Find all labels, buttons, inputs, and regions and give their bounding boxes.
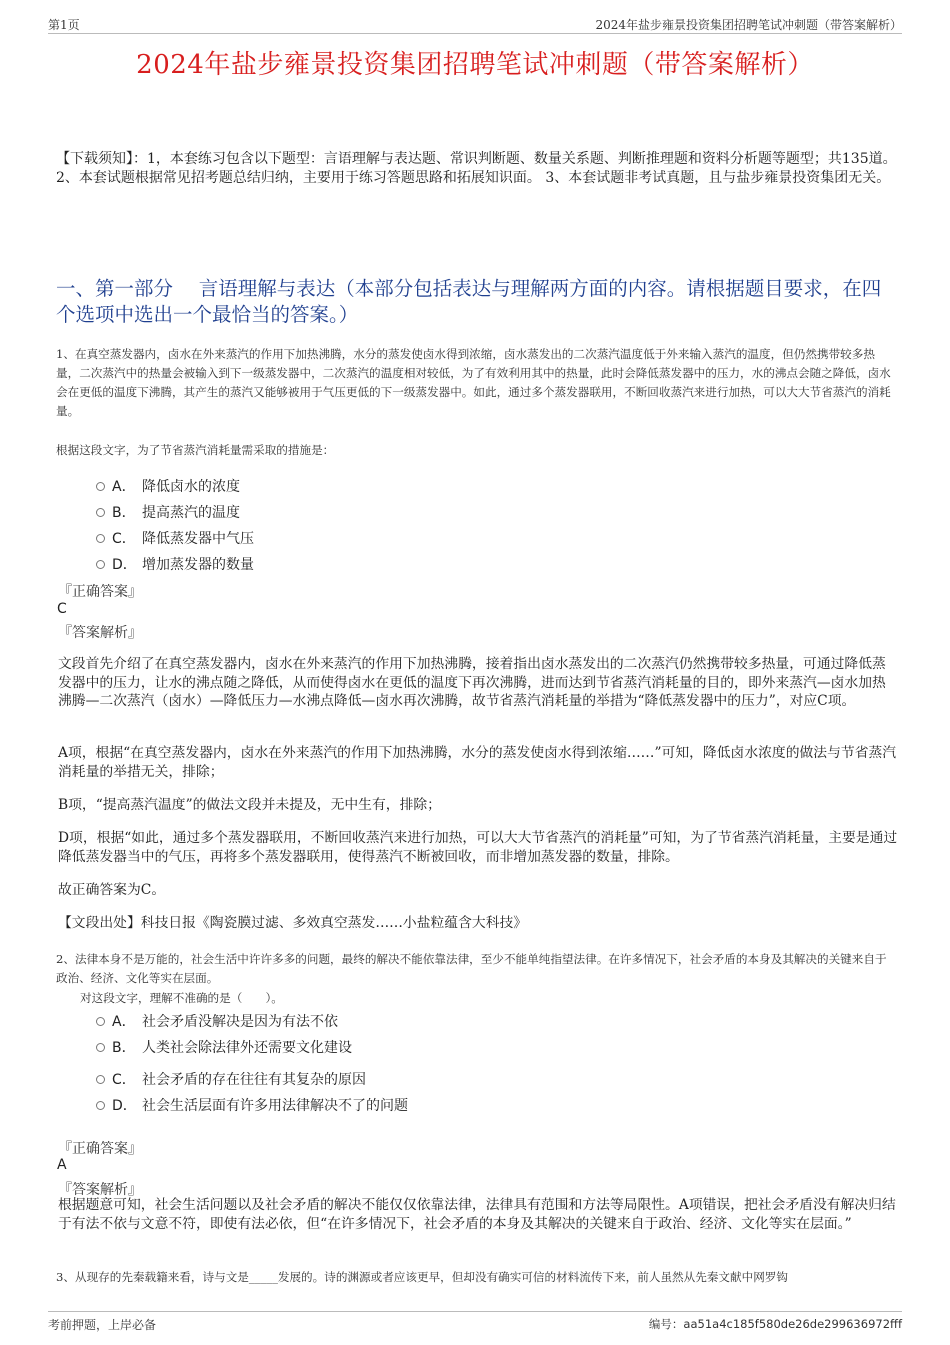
q1-option-b[interactable]: B． 提高蒸汽的温度 <box>96 502 240 522</box>
page-footer <box>48 1311 902 1333</box>
q2-option-a[interactable]: A． 社会矛盾没解决是因为有法不依 <box>96 1011 338 1031</box>
q1-question: 根据这段文字，为了节省蒸汽消耗量需采取的措施是： <box>56 443 335 457</box>
q1-source: 【文段出处】科技日报《陶瓷膜过滤、多效真空蒸发……小盐粒蕴含大科技》 <box>58 915 528 931</box>
section-title: 一、第一部分 言语理解与表达（本部分包括表达与理解两方面的内容。请根据题目要求，在四个选项中选出一个最恰当的答案。） <box>56 277 882 326</box>
q2-option-c[interactable]: C． 社会矛盾的存在往往有其复杂的原因 <box>96 1069 366 1089</box>
download-notice: 【下载须知】：1，本套练习包含以下题型：言语理解与表达题、常识判断题、数量关系题、判断推理题和资料分析题等题型；共135道。 2、本套试题根据常见招考题总结归纳，主要用于练习答题思路和拓展知识面。 3、本套试题非考试真题，且与盐步雍景投资集团无关。 <box>56 151 897 186</box>
q1-answer-label: 『正确答案』 <box>58 584 142 600</box>
q1-analysis-para-1: 文段首先介绍了在真空蒸发器内，卤水在外来蒸汽的作用下加热沸腾，接着指出卤水蒸发出的二次蒸汽仍然携带较多热量，可通过降低蒸发器中的压力，让水的沸点随之降低，从而使得卤水在更低的温度下再次沸腾，进而达到节省蒸汽消耗量的目的，即外来蒸汽—卤水加热沸腾—二次蒸汽（卤水）—降低压力—水沸点降低—卤水再次沸腾，故节省蒸汽消耗量的举措为“降低蒸发器中的压力”，对应C项。 <box>58 656 886 709</box>
q1-analysis-label: 『答案解析』 <box>58 625 142 641</box>
q1-analysis-para-4: D项，根据“如此，通过多个蒸发器联用，不断回收蒸汽来进行加热，可以大大节省蒸汽的消耗量”可知，为了节省蒸汽消耗量，主要是通过降低蒸发器当中的气压，再将多个蒸发器联用，使得蒸汽不断被回收，而非增加蒸发器的数量，排除。 <box>58 830 898 865</box>
header-doc-title: 2024年盐步雍景投资集团招聘笔试冲刺题（带答案解析） <box>595 18 902 32</box>
q2-option-d[interactable]: D． 社会生活层面有许多用法律解决不了的问题 <box>96 1095 408 1115</box>
q1-analysis-para-3: B项，“提高蒸汽温度”的做法文段并未提及，无中生有，排除； <box>58 797 441 813</box>
footer-code: 编号：aa51a4c185f580de26de299636972fff <box>648 1317 902 1331</box>
footer-slogan: 考前押题，上岸必备 <box>48 1318 157 1332</box>
page-header <box>48 14 902 34</box>
document-title: 2024年盐步雍景投资集团招聘笔试冲刺题（带答案解析） <box>136 50 814 80</box>
q3-stem: 3、从现存的先秦载籍来看，诗与文是_____发展的。诗的渊源或者应该更早，但却没有确实可信的材料流传下来，前人虽然从先秦文献中网罗钩 <box>56 1270 788 1284</box>
radio-icon <box>96 1101 105 1110</box>
q2-analysis: 根据题意可知，社会生活问题以及社会矛盾的解决不能仅仅依靠法律，法律具有范围和方法等局限性。A项错误，把社会矛盾没有解决归结于有法不依与文意不符，即使有法必依，但“在许多情况下，社会矛盾的本身及其解决的关键来自于政治、经济、文化等实在层面。” <box>58 1197 896 1232</box>
q1-analysis-conclusion: 故正确答案为C。 <box>58 882 166 898</box>
page-number: 第1页 <box>48 18 80 32</box>
q2-option-b[interactable]: B． 人类社会除法律外还需要文化建设 <box>96 1037 352 1057</box>
radio-icon <box>96 482 105 491</box>
q2-answer: A <box>57 1157 67 1173</box>
radio-icon <box>96 1043 105 1052</box>
q1-option-c[interactable]: C． 降低蒸发器中气压 <box>96 528 254 548</box>
radio-icon <box>96 508 105 517</box>
q1-answer: C <box>57 601 67 617</box>
q1-option-d[interactable]: D． 增加蒸发器的数量 <box>96 554 254 574</box>
radio-icon <box>96 1075 105 1084</box>
q2-analysis-label: 『答案解析』 <box>58 1182 142 1198</box>
radio-icon <box>96 560 105 569</box>
q1-analysis-para-2: A项，根据“在真空蒸发器内，卤水在外来蒸汽的作用下加热沸腾，水分的蒸发使卤水得到浓缩……”可知，降低卤水浓度的做法与节省蒸汽消耗量的举措无关，排除； <box>58 745 897 780</box>
q2-stem: 2、法律本身不是万能的，社会生活中许许多多的问题，最终的解决不能依靠法律，至少不能单纯指望法律。在许多情况下，社会矛盾的本身及其解决的关键来自于政治、经济、文化等实在层面。 <box>56 952 887 985</box>
q1-stem: 1、在真空蒸发器内，卤水在外来蒸汽的作用下加热沸腾，水分的蒸发使卤水得到浓缩，卤水蒸发出的二次蒸汽温度低于外来输入蒸汽的温度，但仍然携带较多热量，二次蒸汽中的热量会被输入到下一级蒸发器中，二次蒸汽的温度相对较低，为了有效利用其中的热量，此时会降低蒸发器中的压力，水的沸点会随之降低，卤水会在更低的温度下沸腾，其产生的蒸汽又能够被用于气压更低的下一级蒸发器中。如此，通过多个蒸发器联用，不断回收蒸汽来进行加热，可以大大节省蒸汽的消耗量。 <box>56 347 891 418</box>
q1-option-a[interactable]: A． 降低卤水的浓度 <box>96 476 240 496</box>
radio-icon <box>96 1017 105 1026</box>
radio-icon <box>96 534 105 543</box>
q2-answer-label: 『正确答案』 <box>58 1141 142 1157</box>
q2-question: 对这段文字，理解不准确的是（ ）。 <box>80 991 283 1005</box>
